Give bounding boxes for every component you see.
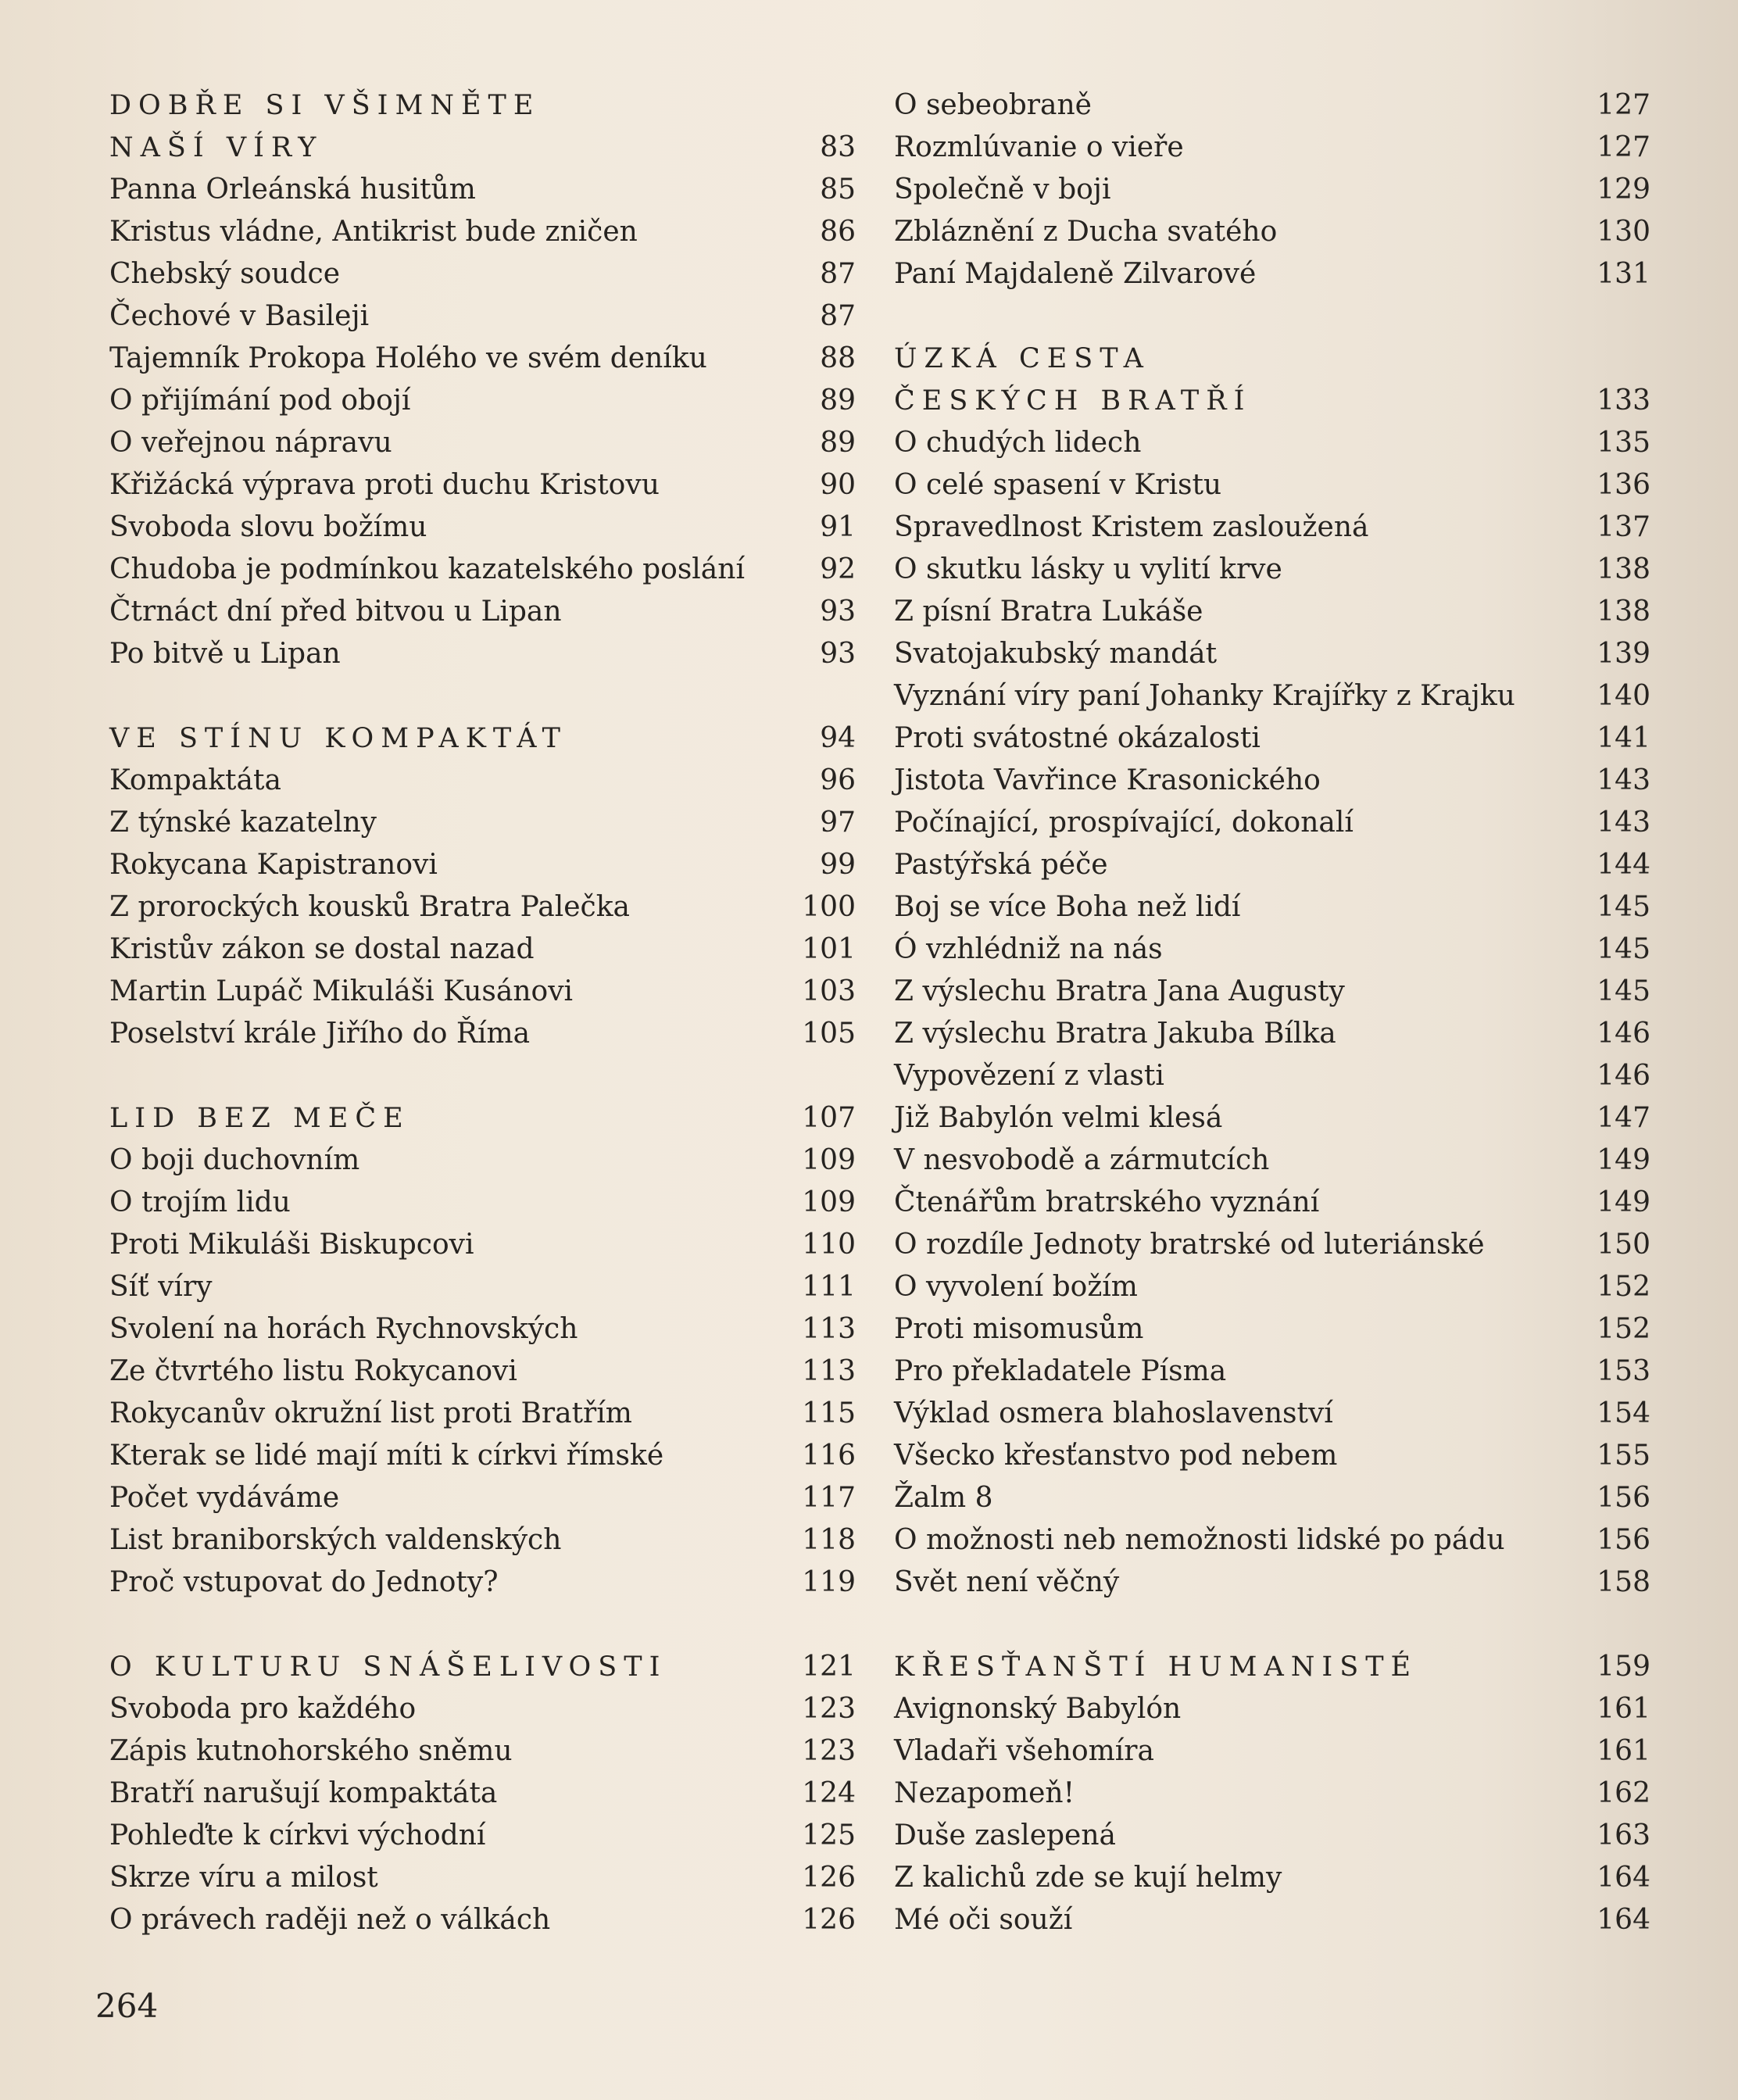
toc-entry	[109, 549, 856, 591]
toc-page-number: 127	[1597, 89, 1650, 121]
toc-page-number: 137	[1597, 511, 1650, 543]
toc-page-number: 145	[1597, 891, 1650, 923]
toc-page-number: 152	[1597, 1313, 1650, 1345]
toc-entry-title: Tajemník Prokopa Holého ve svém deníku	[109, 342, 707, 374]
section-heading-title: DOBŘE SI VŠIMNĚTE	[109, 90, 541, 121]
toc-page-number: 163	[1597, 1819, 1650, 1851]
toc-page-number: 116	[802, 1440, 856, 1472]
toc-entry	[109, 422, 856, 464]
toc-page-number: 143	[1597, 807, 1650, 839]
toc-entry-title: List braniborských valdenských	[109, 1524, 562, 1556]
toc-entry-title: Ó vzhlédniž na nás	[894, 933, 1163, 965]
toc-entry-title: Duše zaslepená	[894, 1819, 1116, 1851]
toc-page-number: 156	[1597, 1482, 1650, 1514]
toc-entry-title: Žalm 8	[894, 1482, 993, 1514]
toc-entry-title: Kterak se lidé mají míti k církvi římské	[109, 1440, 664, 1472]
toc-entry-title: O možnosti neb nemožnosti lidské po pádu	[894, 1524, 1505, 1556]
toc-page-number: 99	[820, 849, 856, 881]
toc-entry	[894, 127, 1650, 169]
toc-page-number: 85	[820, 174, 856, 206]
toc-entry-title: Síť víry	[109, 1271, 213, 1303]
toc-entry	[109, 506, 856, 549]
toc-entry	[109, 591, 856, 633]
section-heading-title: O KULTURU SNÁŠELIVOSTI	[109, 1651, 667, 1683]
toc-entry	[109, 928, 856, 971]
toc-entry-title: O vyvolení božím	[894, 1271, 1138, 1303]
toc-page-number: 105	[802, 1018, 856, 1050]
toc-entry-title: Kristus vládne, Antikrist bude zničen	[109, 216, 638, 248]
toc-entry	[109, 338, 856, 380]
toc-entry-title: O trojím lidu	[109, 1186, 291, 1218]
toc-page-number: 133	[1597, 385, 1650, 417]
toc-page-number: 136	[1597, 469, 1650, 501]
toc-entry	[894, 633, 1650, 675]
toc-entry	[109, 1730, 856, 1773]
toc-entry	[109, 464, 856, 506]
toc-page-number: 164	[1597, 1862, 1650, 1894]
toc-entry	[894, 591, 1650, 633]
toc-page-number: 109	[802, 1186, 856, 1218]
toc-entry-title: Z prorockých kousků Bratra Palečka	[109, 891, 630, 923]
toc-page-number: 161	[1597, 1735, 1650, 1767]
toc-page-number: 162	[1597, 1777, 1650, 1809]
section-heading-title: KŘESŤANŠTÍ HUMANISTÉ	[894, 1651, 1418, 1683]
toc-page-number: 111	[802, 1271, 856, 1303]
section-heading	[894, 380, 1650, 422]
toc-entry-title: Proti Mikuláši Biskupcovi	[109, 1229, 474, 1261]
toc-entry-title: Spravedlnost Kristem zasloužená	[894, 511, 1369, 543]
toc-entry	[109, 1773, 856, 1815]
toc-page-number: 97	[820, 807, 856, 839]
toc-right-column	[894, 84, 1650, 1941]
toc-entry-title: Zbláznění z Ducha svatého	[894, 216, 1278, 248]
toc-page-number: 115	[802, 1397, 856, 1429]
toc-page-number: 93	[820, 596, 856, 628]
toc-page-number: 113	[802, 1313, 856, 1345]
toc-page-number: 92	[820, 553, 856, 585]
toc-page-number: 83	[820, 131, 856, 163]
toc-entry	[109, 1182, 856, 1224]
toc-entry-title: O skutku lásky u vylití krve	[894, 553, 1282, 585]
toc-entry-title: Z písní Bratra Lukáše	[894, 596, 1203, 628]
toc-page-number: 156	[1597, 1524, 1650, 1556]
toc-entry-title: Pro překladatele Písma	[894, 1355, 1227, 1387]
toc-entry	[894, 1308, 1650, 1351]
toc-entry-title: Rokycanův okružní list proti Bratřím	[109, 1397, 632, 1429]
toc-entry-title: Pohleďte k církvi východní	[109, 1819, 486, 1851]
toc-page-number: 89	[820, 385, 856, 417]
toc-page-number: 164	[1597, 1904, 1650, 1936]
toc-entry	[894, 1899, 1650, 1941]
section-spacer	[894, 1604, 1650, 1646]
toc-page-number: 159	[1597, 1651, 1650, 1683]
toc-entry	[894, 169, 1650, 211]
toc-entry-title: Svoboda slovu božímu	[109, 511, 427, 543]
toc-entry	[109, 1013, 856, 1055]
toc-entry	[109, 802, 856, 844]
toc-entry	[109, 211, 856, 253]
toc-entry	[894, 84, 1650, 127]
toc-entry	[109, 1435, 856, 1477]
toc-page-number: 138	[1597, 596, 1650, 628]
toc-entry-title: O celé spasení v Kristu	[894, 469, 1222, 501]
toc-entry	[894, 1815, 1650, 1857]
toc-page-number: 145	[1597, 975, 1650, 1007]
toc-entry-title: Paní Majdaleně Zilvarové	[894, 258, 1257, 290]
toc-entry-title: Z výslechu Bratra Jakuba Bílka	[894, 1018, 1336, 1050]
toc-entry-title: Nezapomeň!	[894, 1777, 1075, 1809]
toc-page-number: 90	[820, 469, 856, 501]
toc-page-number: 86	[820, 216, 856, 248]
toc-entry-title: O chudých lidech	[894, 427, 1142, 459]
toc-entry-title: Vladaři všehomíra	[894, 1735, 1154, 1767]
toc-entry-title: Poselství krále Jiřího do Říma	[109, 1018, 531, 1050]
toc-entry	[894, 1857, 1650, 1899]
toc-entry-title: Svolení na horách Rychnovských	[109, 1313, 578, 1345]
toc-entry	[894, 1688, 1650, 1730]
toc-entry-title: Svoboda pro každého	[109, 1693, 417, 1725]
toc-entry-title: Vyznání víry paní Johanky Krajířky z Krajku	[894, 680, 1515, 712]
toc-entry	[894, 1139, 1650, 1182]
toc-entry-title: Chebský soudce	[109, 258, 340, 290]
toc-page-number: 101	[802, 933, 856, 965]
toc-entry-title: O přijímání pod obojí	[109, 385, 411, 417]
toc-entry	[894, 506, 1650, 549]
toc-page-number: 125	[802, 1819, 856, 1851]
toc-page-number: 153	[1597, 1355, 1650, 1387]
toc-left-column	[109, 84, 856, 1941]
toc-entry	[109, 1393, 856, 1435]
section-heading-title: LID BEZ MEČE	[109, 1103, 410, 1134]
toc-entry-title: Rokycana Kapistranovi	[109, 849, 438, 881]
section-heading-title: ČESKÝCH BRATŘÍ	[894, 385, 1252, 417]
toc-page-number: 135	[1597, 427, 1650, 459]
toc-entry-title: Ze čtvrtého listu Rokycanovi	[109, 1355, 517, 1387]
section-heading	[109, 84, 856, 127]
toc-page-number: 139	[1597, 638, 1650, 670]
toc-entry	[894, 971, 1650, 1013]
toc-page-number: 109	[802, 1144, 856, 1176]
toc-entry-title: Svatojakubský mandát	[894, 638, 1218, 670]
toc-entry-title: Čechové v Basileji	[109, 300, 370, 332]
toc-entry	[894, 1055, 1650, 1097]
toc-entry-title: Kompaktáta	[109, 764, 281, 796]
toc-entry	[894, 928, 1650, 971]
toc-entry	[894, 1013, 1650, 1055]
toc-entry	[894, 464, 1650, 506]
toc-entry-title: Již Babylón velmi klesá	[894, 1102, 1223, 1134]
toc-page-number: 146	[1597, 1018, 1650, 1050]
toc-entry-title: Kristův zákon se dostal nazad	[109, 933, 535, 965]
toc-entry-title: V nesvobodě a zármutcích	[894, 1144, 1270, 1176]
toc-entry	[894, 802, 1650, 844]
section-heading	[894, 1646, 1650, 1688]
toc-page-number: 158	[1597, 1566, 1650, 1598]
toc-entry-title: Bratří narušují kompaktáta	[109, 1777, 498, 1809]
toc-entry-title: Martin Lupáč Mikuláši Kusánovi	[109, 975, 574, 1007]
toc-page-number: 147	[1597, 1102, 1650, 1134]
toc-page-number: 123	[802, 1693, 856, 1725]
toc-entry	[109, 253, 856, 295]
toc-page-number: 126	[802, 1904, 856, 1936]
toc-page-number: 119	[802, 1566, 856, 1598]
toc-entry	[109, 295, 856, 338]
toc-entry	[894, 1182, 1650, 1224]
toc-entry	[109, 1308, 856, 1351]
section-spacer	[109, 675, 856, 717]
section-spacer	[109, 1604, 856, 1646]
toc-page-number: 94	[820, 722, 856, 754]
toc-entry	[894, 886, 1650, 928]
section-spacer	[109, 1055, 856, 1097]
toc-entry	[894, 549, 1650, 591]
toc-entry	[109, 1351, 856, 1393]
toc-page-number: 140	[1597, 680, 1650, 712]
toc-page-number: 126	[802, 1862, 856, 1894]
toc-page-number: 123	[802, 1735, 856, 1767]
toc-entry	[894, 1773, 1650, 1815]
toc-entry	[894, 1097, 1650, 1139]
toc-entry-title: O sebeobraně	[894, 89, 1092, 121]
toc-page-number: 161	[1597, 1693, 1650, 1725]
toc-entry	[894, 1562, 1650, 1604]
toc-entry	[109, 844, 856, 886]
toc-entry-title: Proti svátostné okázalosti	[894, 722, 1261, 754]
toc-entry-title: O veřejnou nápravu	[109, 427, 392, 459]
toc-entry	[109, 1224, 856, 1266]
toc-entry	[109, 1688, 856, 1730]
toc-page-number: 107	[802, 1102, 856, 1134]
toc-page-number: 150	[1597, 1229, 1650, 1261]
toc-entry-title: Křižácká výprava proti duchu Kristovu	[109, 469, 660, 501]
toc-entry	[894, 211, 1650, 253]
toc-page-number: 154	[1597, 1397, 1650, 1429]
toc-page-number: 129	[1597, 174, 1650, 206]
toc-page-number: 87	[820, 258, 856, 290]
toc-page-number: 100	[802, 891, 856, 923]
toc-page-number: 91	[820, 511, 856, 543]
section-heading	[109, 127, 856, 169]
toc-entry-title: Společně v boji	[894, 174, 1111, 206]
toc-entry	[109, 1857, 856, 1899]
toc-page-number: 121	[802, 1651, 856, 1683]
toc-entry-title: Z výslechu Bratra Jana Augusty	[894, 975, 1345, 1007]
toc-page-number: 93	[820, 638, 856, 670]
toc-entry-title: O boji duchovním	[109, 1144, 360, 1176]
toc-page-number: 118	[802, 1524, 856, 1556]
toc-entry	[894, 1730, 1650, 1773]
toc-page-number: 146	[1597, 1060, 1650, 1092]
toc-entry	[894, 760, 1650, 802]
toc-page-number: 152	[1597, 1271, 1650, 1303]
toc-page-number: 149	[1597, 1144, 1650, 1176]
toc-entry-title: Po bitvě u Lipan	[109, 638, 341, 670]
toc-entry	[894, 675, 1650, 717]
toc-entry	[894, 253, 1650, 295]
toc-entry-title: Chudoba je podmínkou kazatelského poslání	[109, 553, 745, 585]
toc-page-number: 144	[1597, 849, 1650, 881]
toc-entry	[894, 1351, 1650, 1393]
toc-page-number: 149	[1597, 1186, 1650, 1218]
toc-entry	[109, 1139, 856, 1182]
toc-entry-title: Rozmlúvanie o vieře	[894, 131, 1184, 163]
toc-entry-title: Zápis kutnohorského sněmu	[109, 1735, 513, 1767]
page-number: 264	[95, 1987, 159, 2025]
toc-entry-title: Panna Orleánská husitům	[109, 174, 476, 206]
toc-entry-title: Proč vstupovat do Jednoty?	[109, 1566, 499, 1598]
toc-entry-title: O rozdíle Jednoty bratrské od luteriánské	[894, 1229, 1485, 1261]
toc-entry	[109, 380, 856, 422]
toc-entry	[894, 844, 1650, 886]
section-spacer	[894, 295, 1650, 338]
toc-page-number: 103	[802, 975, 856, 1007]
toc-entry-title: Čtenářům bratrského vyznání	[894, 1186, 1320, 1218]
toc-page-number: 113	[802, 1355, 856, 1387]
toc-page-number: 88	[820, 342, 856, 374]
section-heading	[109, 1097, 856, 1139]
toc-entry-title: Vypovězení z vlasti	[894, 1060, 1164, 1092]
toc-entry	[109, 633, 856, 675]
toc-entry	[894, 717, 1650, 760]
toc-entry	[109, 760, 856, 802]
toc-entry-title: Avignonský Babylón	[894, 1693, 1182, 1725]
toc-entry	[894, 422, 1650, 464]
toc-page-number: 110	[802, 1229, 856, 1261]
toc-page-number: 117	[802, 1482, 856, 1514]
toc-entry	[109, 971, 856, 1013]
toc-entry-title: Boj se více Boha než lidí	[894, 891, 1241, 923]
toc-page-number: 87	[820, 300, 856, 332]
toc-entry-title: Mé oči souží	[894, 1904, 1073, 1936]
toc-entry-title: Z kalichů zde se kují helmy	[894, 1862, 1282, 1894]
toc-entry	[109, 1815, 856, 1857]
toc-entry	[109, 169, 856, 211]
toc-entry	[109, 1562, 856, 1604]
toc-entry-title: Pastýřská péče	[894, 849, 1108, 881]
toc-entry	[109, 1519, 856, 1562]
toc-page-number: 96	[820, 764, 856, 796]
section-heading	[894, 338, 1650, 380]
toc-entry-title: Počet vydáváme	[109, 1482, 340, 1514]
toc-entry-title: O právech raději než o válkách	[109, 1904, 551, 1936]
toc-entry-title: Čtrnáct dní před bitvou u Lipan	[109, 596, 562, 628]
toc-page-number: 127	[1597, 131, 1650, 163]
toc-entry	[894, 1266, 1650, 1308]
section-heading-title: NAŠÍ VÍRY	[109, 132, 324, 163]
toc-page-number: 131	[1597, 258, 1650, 290]
toc-page-number: 143	[1597, 764, 1650, 796]
toc-page-number: 124	[802, 1777, 856, 1809]
section-heading	[109, 1646, 856, 1688]
toc-entry-title: Všecko křesťanstvo pod nebem	[894, 1440, 1338, 1472]
toc-page-number: 130	[1597, 216, 1650, 248]
toc-entry	[894, 1435, 1650, 1477]
toc-entry-title: Počínající, prospívající, dokonalí	[894, 807, 1354, 839]
toc-page-number: 155	[1597, 1440, 1650, 1472]
toc-entry-title: Skrze víru a milost	[109, 1862, 378, 1894]
toc-entry-title: Jistota Vavřince Krasonického	[894, 764, 1321, 796]
section-heading-title: VE STÍNU KOMPAKTÁT	[109, 723, 567, 754]
toc-entry	[894, 1477, 1650, 1519]
toc-page-number: 138	[1597, 553, 1650, 585]
toc-entry	[894, 1519, 1650, 1562]
toc-entry	[894, 1224, 1650, 1266]
toc-page-number: 141	[1597, 722, 1650, 754]
toc-entry	[894, 1393, 1650, 1435]
section-heading-title: ÚZKÁ CESTA	[894, 343, 1150, 374]
toc-page-number: 145	[1597, 933, 1650, 965]
toc-entry-title: Výklad osmera blahoslavenství	[894, 1397, 1333, 1429]
toc-page-number: 89	[820, 427, 856, 459]
section-heading	[109, 717, 856, 760]
toc-entry	[109, 886, 856, 928]
toc-entry	[109, 1899, 856, 1941]
toc-entry-title: Proti misomusům	[894, 1313, 1144, 1345]
toc-entry-title: Svět není věčný	[894, 1566, 1120, 1598]
toc-entry	[109, 1266, 856, 1308]
toc-entry	[109, 1477, 856, 1519]
toc-entry-title: Z týnské kazatelny	[109, 807, 377, 839]
